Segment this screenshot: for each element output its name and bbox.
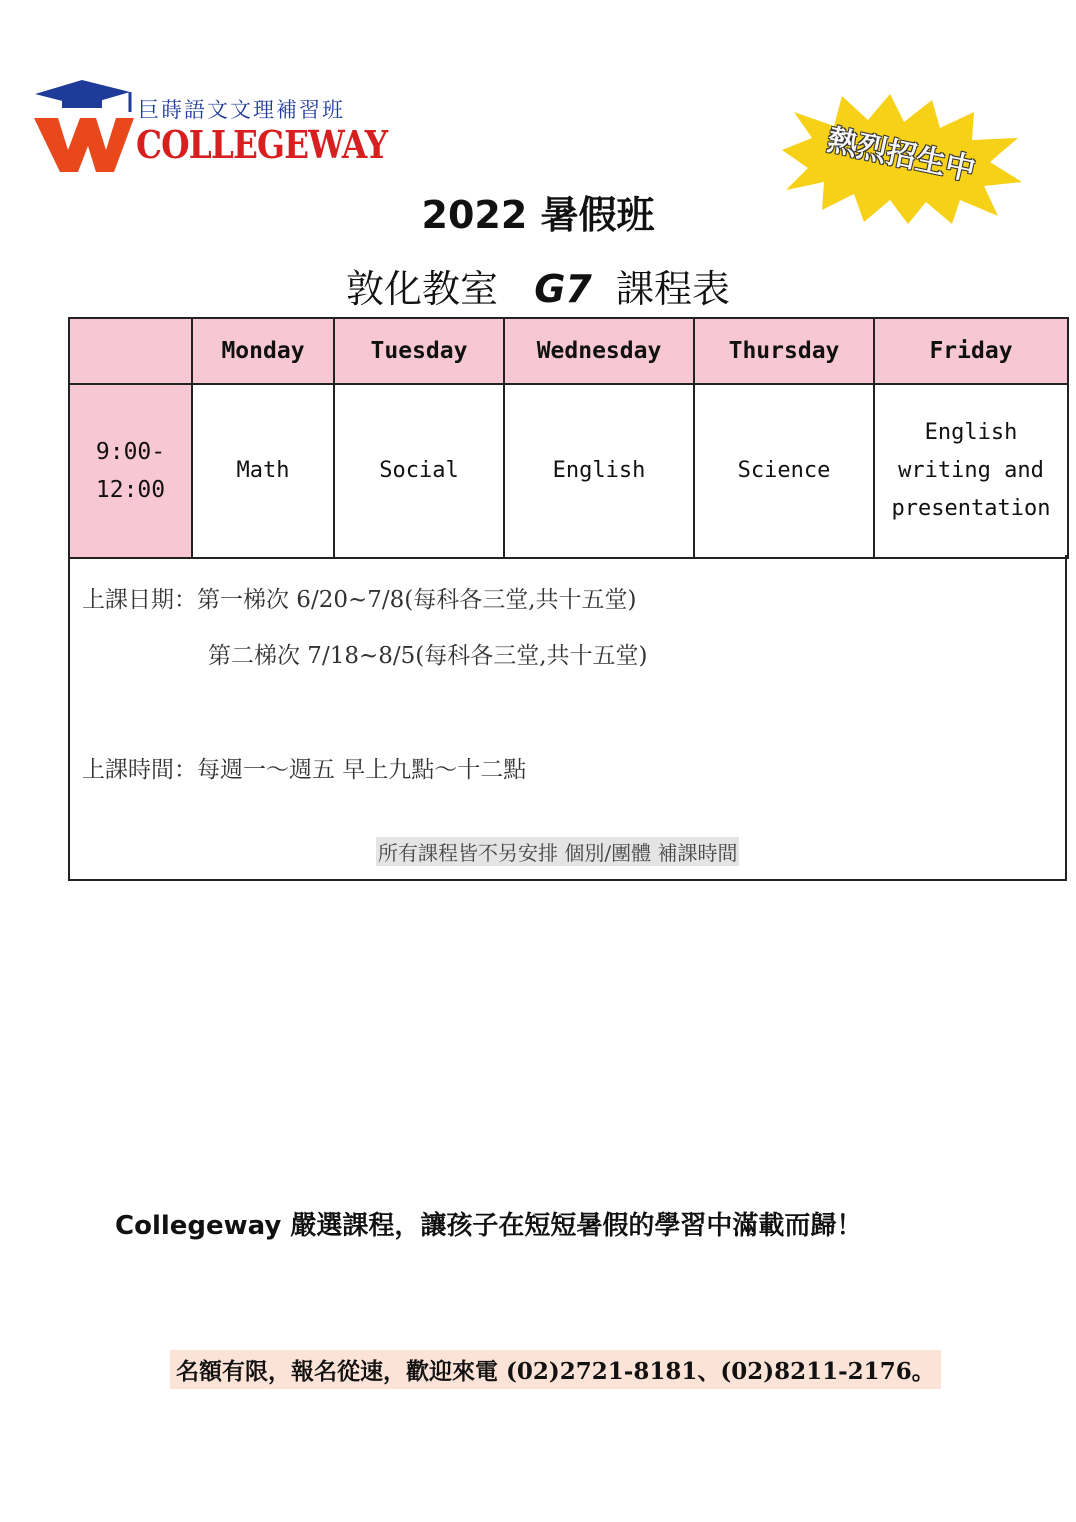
class-tuesday: Social [334,384,504,558]
page-subtitle [0,258,1076,313]
header-corner [69,318,192,384]
contact-info: 名額有限，報名從速，歡迎來電 (02)2721-8181、(02)8211-2176。 [170,1350,941,1389]
class-friday: English writing and presentation [874,384,1068,558]
page-title: 2022 暑假班 [421,193,655,237]
class-wednesday: English [504,384,694,558]
schedule-notes [68,555,1067,881]
time-line: 上課時間：每週一～週五 早上九點～十二點 [82,757,527,783]
class-monday: Math [192,384,334,558]
header-thursday: Thursday [694,318,874,384]
header-wednesday: Wednesday [504,318,694,384]
classroom-name: 敦化教室 [345,267,498,311]
graduation-cap-w-icon [30,78,140,178]
class-thursday: Science [694,384,874,558]
schedule-suffix: 課程表 [616,267,731,311]
grade-label: G7 [534,267,592,311]
logo-chinese-name: 巨蒔語文文理補習班 [138,98,345,122]
schedule-table [68,317,1069,559]
table-header-row [69,318,1068,384]
slogan: Collegeway 嚴選課程，讓孩子在短短暑假的學習中滿載而歸！ [115,1211,863,1241]
logo-english-name: COLLEGEWAY [136,122,388,167]
collegeway-logo [30,78,388,178]
makeup-remark: 所有課程皆不另安排 個別/團體 補課時間 [376,837,739,866]
time-slot: 9:00-12:00 [69,384,192,558]
badge-text: 熱烈招生中 [824,122,979,189]
header-monday: Monday [192,318,334,384]
header-friday: Friday [874,318,1068,384]
dates-line-1: 上課日期：第一梯次 6/20~7/8(每科各三堂,共十五堂) [82,587,637,613]
dates-line-2: 第二梯次 7/18~8/5(每科各三堂,共十五堂) [208,643,648,669]
header-tuesday: Tuesday [334,318,504,384]
table-row [69,384,1068,558]
